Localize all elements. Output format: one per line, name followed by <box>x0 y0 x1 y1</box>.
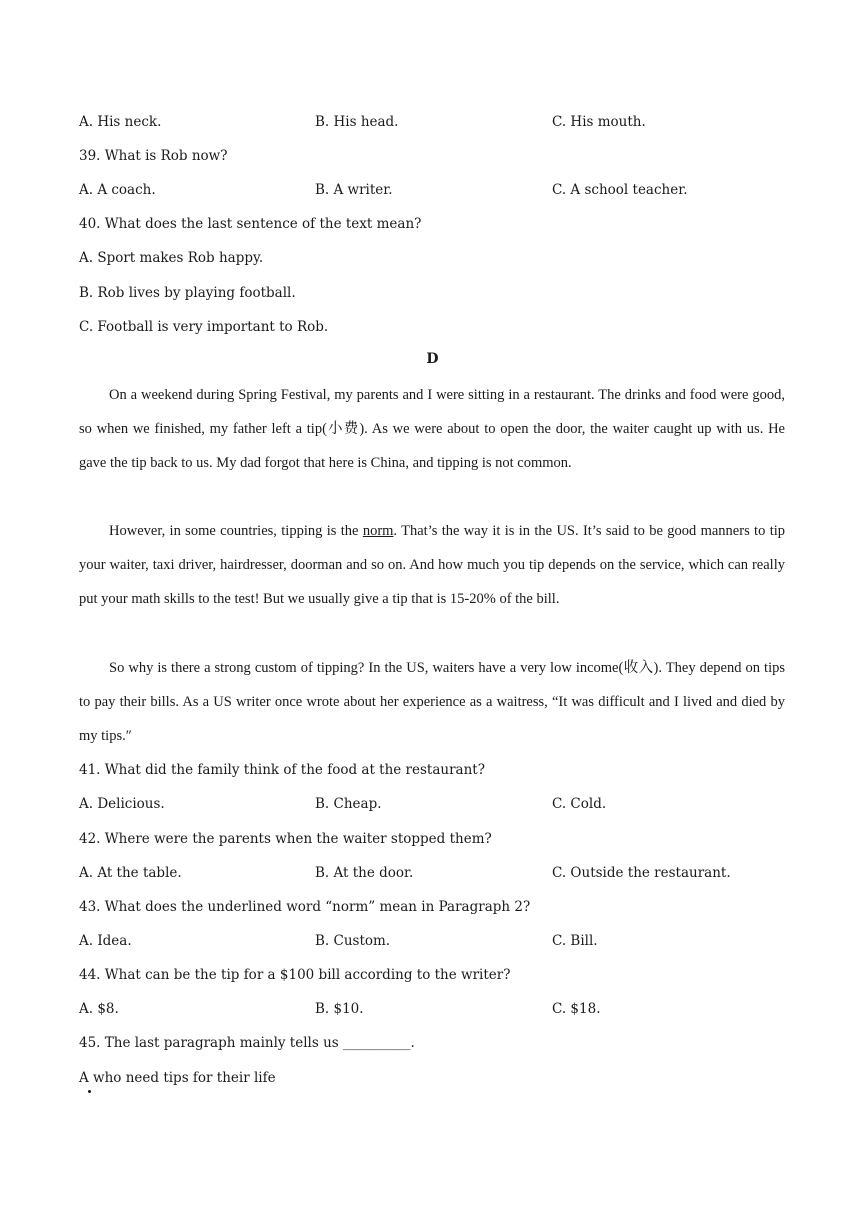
passage-paragraph-1 <box>79 378 785 480</box>
q45-question: 45. The last paragraph mainly tells us __________. <box>79 1035 415 1051</box>
q38-option-c: C. His mouth. <box>552 114 646 130</box>
q43-option-a: A. Idea. <box>79 933 132 949</box>
passage-paragraph-1-text: On a weekend during Spring Festival, my parents and I were sitting in a restaurant. The drinks and food were good, so when we finished, my father left a tip(小费). As we were about to open the door, the waiter caught up with us. He gave the tip back to us. My dad forgot that here is China, and tipping is not common. <box>79 387 785 471</box>
passage-paragraph-2-text-end: . That’s the way it is in the US. It’s said to be good manners to tip your waiter, taxi driver, hairdresser, doorman and so on. And how much you tip depends on the service, which can really put your math skills to the test! But we usually give a tip that is 15-20% of the bill. <box>79 523 786 607</box>
q40-question: 40. What does the last sentence of the text mean? <box>79 216 422 232</box>
q44-option-c: C. $18. <box>552 1001 601 1017</box>
q44-question: 44. What can be the tip for a $100 bill according to the writer? <box>79 967 511 983</box>
q42-question: 42. Where were the parents when the waiter stopped them? <box>79 831 492 847</box>
q42-option-b: B. At the door. <box>315 865 414 881</box>
q39-option-c: C. A school teacher. <box>552 182 688 198</box>
q40-option-a: A. Sport makes Rob happy. <box>79 250 264 266</box>
q41-option-b: B. Cheap. <box>315 796 382 812</box>
q38-option-a: A. His neck. <box>79 114 162 130</box>
q41-option-a: A. Delicious. <box>79 796 165 812</box>
q38-option-b: B. His head. <box>315 114 399 130</box>
underlined-word-norm: norm <box>362 523 394 539</box>
section-d-heading: D <box>426 351 439 367</box>
passage-paragraph-3-text: So why is there a strong custom of tipping? In the US, waiters have a very low income(收入). They depend on tips to pay their bills. As a US writer once wrote about her experience as a waitress, “It was difficult and I lived and died by my tips.″ <box>79 660 785 744</box>
q44-option-b: B. $10. <box>315 1001 364 1017</box>
q40-option-b: B. Rob lives by playing football. <box>79 285 296 301</box>
q43-option-b: B. Custom. <box>315 933 391 949</box>
q43-option-c: C. Bill. <box>552 933 598 949</box>
q45-option-a: A who need tips for their life <box>79 1070 276 1086</box>
passage-paragraph-2 <box>79 514 785 616</box>
q39-question: 39. What is Rob now? <box>79 148 228 164</box>
stray-dot-mark <box>88 1090 91 1093</box>
passage-paragraph-3 <box>79 651 785 753</box>
q39-option-a: A. A coach. <box>79 182 156 198</box>
q42-option-a: A. At the table. <box>79 865 182 881</box>
q43-question: 43. What does the underlined word “norm” mean in Paragraph 2? <box>79 899 531 915</box>
q41-question: 41. What did the family think of the food at the restaurant? <box>79 762 485 778</box>
passage-paragraph-2-text-start: However, in some countries, tipping is the <box>109 523 363 539</box>
q41-option-c: C. Cold. <box>552 796 607 812</box>
q44-option-a: A. $8. <box>79 1001 119 1017</box>
q39-option-b: B. A writer. <box>315 182 393 198</box>
q42-option-c: C. Outside the restaurant. <box>552 865 731 881</box>
q40-option-c: C. Football is very important to Rob. <box>79 319 329 335</box>
